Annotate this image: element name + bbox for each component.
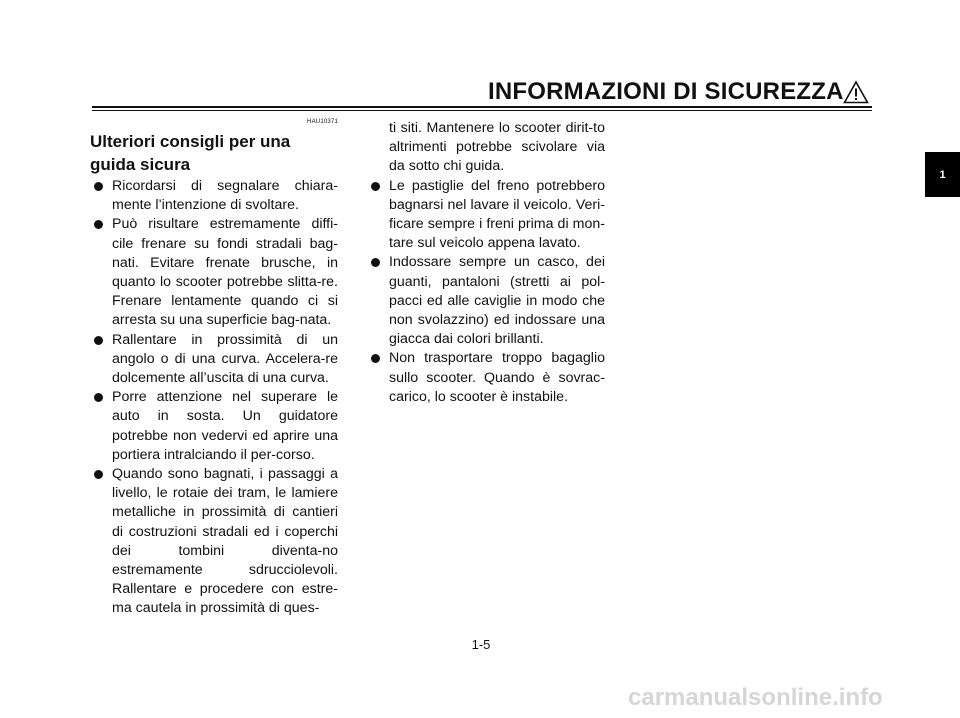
list-item bbox=[367, 177, 605, 254]
list-item bbox=[90, 331, 338, 389]
right-column bbox=[367, 119, 605, 407]
bullet-icon bbox=[94, 393, 103, 402]
section-heading: Ulteriori consigli per una guida sicura bbox=[90, 132, 291, 174]
list-item-text: Le pastiglie del freno potrebbero bagnarsi nel lavare il veicolo. Veri-ficare sempre i freni prima di mon-tare sul veicolo appena lavato. bbox=[389, 177, 605, 252]
page-number: 1-5 bbox=[471, 637, 491, 652]
list-item bbox=[90, 215, 338, 330]
section-code: HAU10371 bbox=[307, 119, 338, 125]
list-item bbox=[90, 388, 338, 465]
list-item-text: Ricordarsi di segnalare chiara-mente l’intenzione di svoltare. bbox=[112, 178, 338, 214]
bullet-icon bbox=[371, 354, 380, 363]
list-item bbox=[367, 349, 605, 407]
list-item-text: Indossare sempre un casco, dei guanti, pantaloni (stretti ai pol-pacci ed alle caviglie in modo che non svolazzino) ed indossare una giacca dai colori brillanti. bbox=[389, 254, 605, 348]
bullet-icon bbox=[94, 470, 103, 479]
bullet-icon bbox=[94, 336, 103, 345]
list-item-text: Rallentare in prossimità di un angolo o di una curva. Accelera-re dolcemente all’uscita di una curva. bbox=[112, 331, 338, 387]
header-rule-thin bbox=[92, 110, 872, 111]
page-header-title: INFORMAZIONI DI SICUREZZA bbox=[488, 78, 844, 105]
watermark: carmanualsonline.info bbox=[628, 684, 883, 711]
list-item-text: Può risultare estremamente diffi-cile frenare su fondi stradali bag-nati. Evitare frenate brusche, in quanto lo scooter potrebbe slitta-re. Frenare lentamente quando ci si arresta su una superficie bag-nata. bbox=[112, 216, 338, 329]
chapter-tab[interactable]: 1 bbox=[925, 152, 960, 197]
list-item-text: Porre attenzione nel superare le auto in sosta. Un guidatore potrebbe non vedervi ed aprire una portiera intralciando il per-corso. bbox=[112, 389, 338, 463]
header-rule bbox=[92, 106, 872, 108]
warning-triangle-icon bbox=[843, 80, 869, 104]
list-item-continuation: ti siti. Mantenere lo scooter dirit-to altrimenti potrebbe scivolare via da sotto chi guida. bbox=[389, 120, 605, 175]
left-column bbox=[90, 177, 338, 619]
bullet-icon bbox=[371, 258, 380, 267]
list-item bbox=[367, 253, 605, 349]
bullet-icon bbox=[371, 182, 380, 191]
list-item-text: Quando sono bagnati, i passaggi a livello, le rotaie dei tram, le lamiere metalliche in prossimità di cantieri di costruzioni stradali ed i coperchi dei tombini diventa-no estremamente sdrucciolevoli. Rallentare e procedere con estre-ma cautela in prossimità di ques- bbox=[112, 466, 338, 617]
list-item-text: Non trasportare troppo bagaglio sullo scooter. Quando è sovrac-carico, lo scooter è instabile. bbox=[389, 350, 605, 405]
bullet-icon bbox=[94, 220, 103, 229]
list-item bbox=[90, 177, 338, 215]
bullet-icon bbox=[94, 182, 103, 191]
list-item bbox=[90, 465, 338, 619]
